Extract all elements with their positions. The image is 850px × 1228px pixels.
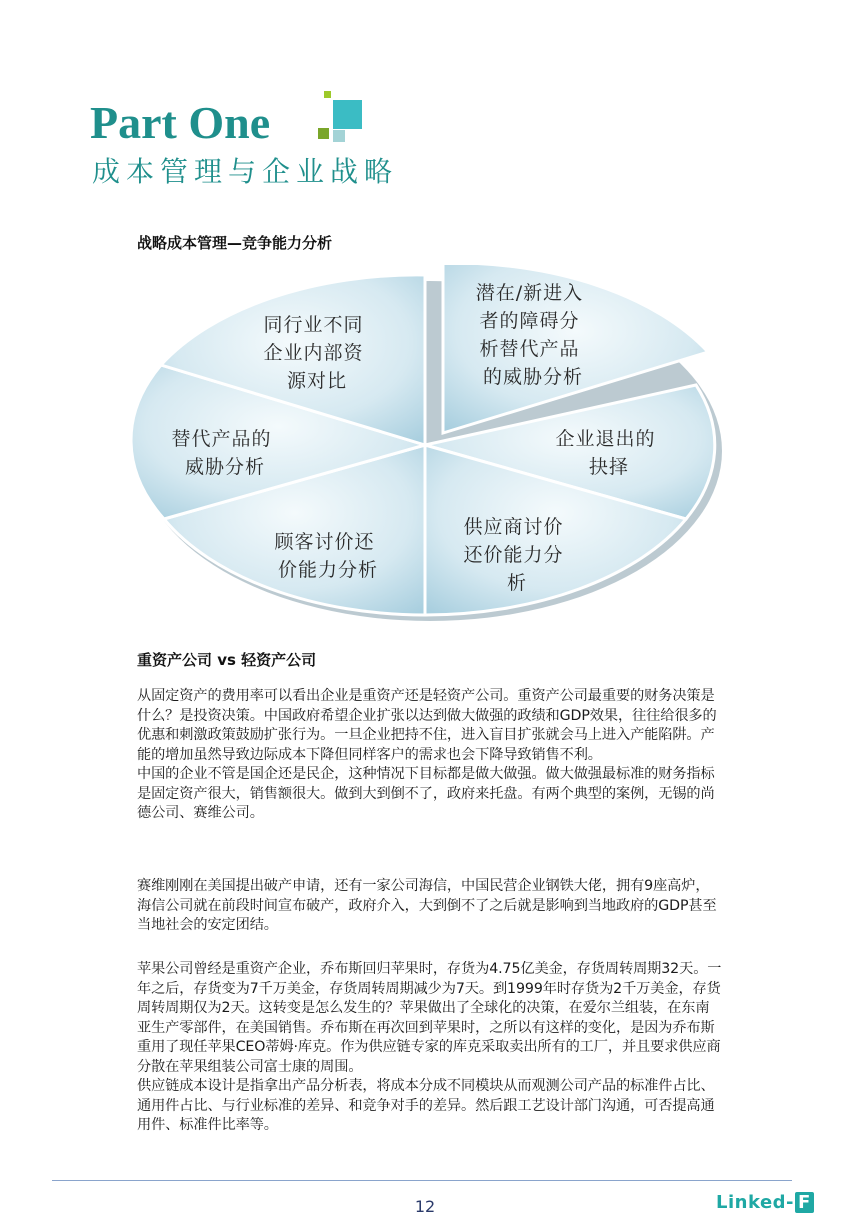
pie-label-supplier-bargaining: 供应商讨价 还价能力分 析 [463, 516, 564, 594]
paragraph: 赛维刚刚在美国提出破产申请，还有一家公司海信，中国民营企业钢铁大佬，拥有9座高炉，海信公司就在前段时间宣布破产，政府介入，大到倒不了之后就是影响到当地政府的GDP甚至当地社会的安定团结。 [137, 878, 717, 933]
part-title: Part One [90, 97, 271, 148]
section-heading-asset-comparison: 重资产公司 vs 轻资产公司 [137, 651, 317, 669]
paragraph: 供应链成本设计是指拿出产品分析表，将成本分成不同模块从而观测公司产品的标准件占比、通用件占比、与行业标准的差异、和竞争对手的差异。然后跟工艺设计部门沟通，可否提高通用件、标准件比率等。 [137, 1078, 715, 1133]
competitive-analysis-pie-diagram [125, 265, 735, 630]
pie-label-customer-bargaining: 顾客讨价还 价能力分析 [274, 531, 379, 581]
pie-label-internal-resources: 同行业不同 企业内部资 源对比 [263, 314, 364, 392]
paragraph: 从固定资产的费用率可以看出企业是重资产还是轻资产公司。重资产公司最重要的财务决策是什么？是投资决策。中国政府希望企业扩张以达到做大做强的政绩和GDP效果，往往给很多的优惠和刺激政策鼓励扩张行为。一旦企业把持不住，进入盲目扩张就会马上进入产能陷阱。产能的增加虽然导致边际成本下降但同样客户的需求也会下降导致销售不利。 [137, 688, 717, 763]
part-subtitle: 成本管理与企业战略 [92, 155, 399, 188]
pie-label-new-entrants: 潜在/新进入 者的障碍分 析替代产品 的威胁分析 [475, 282, 584, 388]
page-number: 12 [414, 1197, 436, 1216]
brand-logo [716, 1192, 814, 1213]
body-block-1 [137, 687, 722, 824]
brand-logo-mark: F [795, 1192, 814, 1213]
pie-label-exit-decision: 企业退出的 抉择 [555, 428, 656, 478]
decorative-square [333, 100, 362, 129]
section-heading-competitive-analysis: 战略成本管理—竞争能力分析 [137, 234, 333, 252]
decorative-square [324, 91, 331, 98]
brand-logo-text: Linked- [716, 1192, 795, 1213]
body-block-2 [137, 877, 722, 936]
footer-divider [52, 1180, 792, 1181]
body-block-3 [137, 960, 722, 1136]
decorative-square [333, 130, 345, 142]
paragraph: 中国的企业不管是国企还是民企，这种情况下目标都是做大做强。做大做强最标准的财务指标是固定资产很大，销售额很大。做到大到倒不了，政府来托盘。有两个典型的案例，无锡的尚德公司、赛维公司。 [137, 766, 715, 821]
pie-label-substitutes: 替代产品的 威胁分析 [171, 428, 272, 478]
decorative-square [318, 128, 329, 139]
paragraph: 苹果公司曾经是重资产企业，乔布斯回归苹果时，存货为4.75亿美金，存货周转周期32天。一年之后，存货变为7千万美金，存货周转周期减少为7天。到1999年时存货为2千万美金，存货周转周期仅为2天。这转变是怎么发生的？苹果做出了全球化的决策，在爱尔兰组装，在东南亚生产零部件，在美国销售。乔布斯在再次回到苹果时，之所以有这样的变化，是因为乔布斯重用了现任苹果CEO蒂姆·库克。作为供应链专家的库克采取卖出所有的工厂，并且要求供应商分散在苹果组装公司富士康的周围。 [137, 961, 722, 1075]
